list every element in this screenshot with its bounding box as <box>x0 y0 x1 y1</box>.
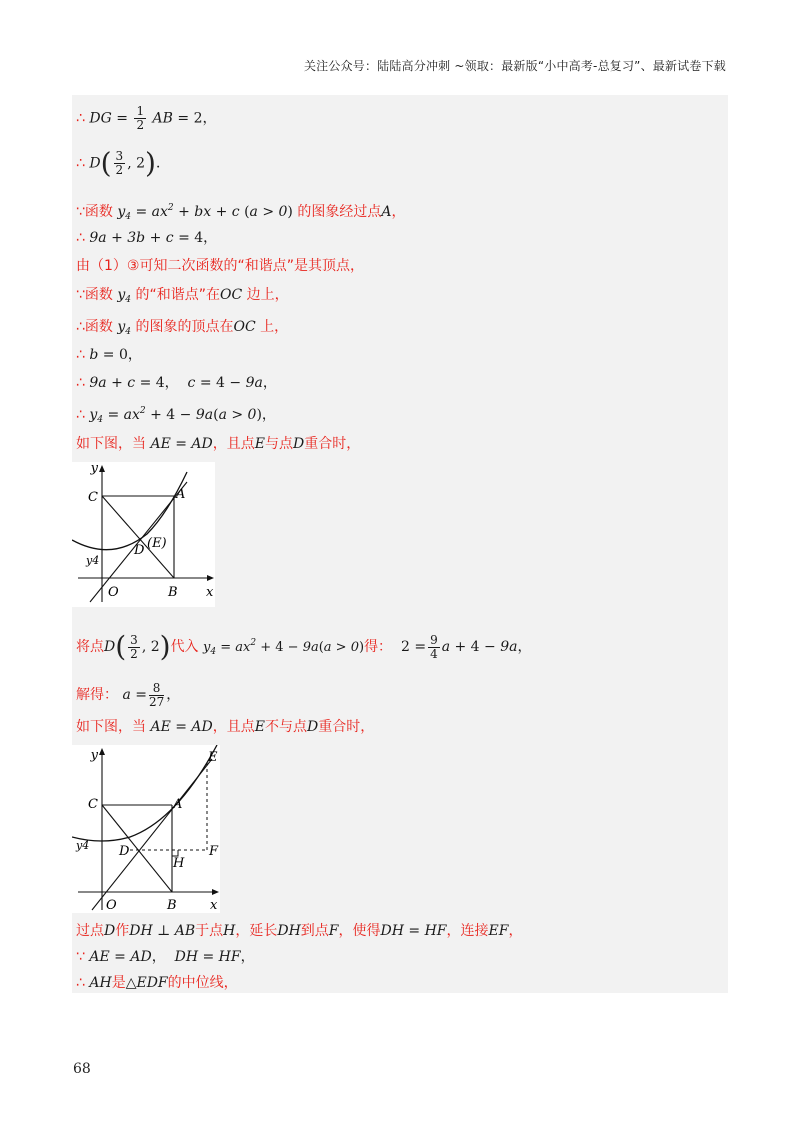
line-6: ∵函数 $y_4$ 的“和谐点”在OC 边上， <box>76 287 289 305</box>
fig1-y-label: y <box>90 462 98 476</box>
line-17: ∴ AH是△EDF的中位线， <box>76 975 238 991</box>
page-number: 68 <box>73 1061 91 1077</box>
fig1-D-label: D <box>134 543 145 558</box>
fig2-C-label: C <box>88 797 98 812</box>
line-4: ∴ 9a + 3b + c = 4， <box>76 230 218 246</box>
fig1-x-label: x <box>206 585 214 600</box>
fig2-E-label: E <box>208 750 218 765</box>
fig1-curve-label: y4 <box>86 554 100 567</box>
figure-1-graph <box>72 462 215 607</box>
line-2: ∴ D( $\frac{3}{2}$ , 2)． <box>76 146 170 180</box>
line-10: ∴ $y_4 = ax^2 + 4 - 9a(a > 0)$， <box>76 406 276 425</box>
line-3: ∵函数 $y_4 = ax^2$ + bx + c (a > 0) 的图象经过点A， <box>76 203 406 222</box>
fig2-H-label: H <box>173 856 185 871</box>
fig1-C-label: C <box>88 490 98 505</box>
page-header: 关注公众号：陆陆高分冲刺 ~领取：最新版“小中高考-总复习”、最新试卷下载 <box>303 59 726 73</box>
fig1-E-label: (E) <box>147 536 167 551</box>
figure-1 <box>72 462 215 607</box>
line-15: 过点D作DH ⊥ AB于点H，延长DH到点F，使得DH = HF，连接EF， <box>76 923 523 939</box>
fig2-D-label: D <box>119 844 130 859</box>
line-16: ∵ AE = AD， DH = HF， <box>76 949 255 965</box>
line-12: 将点D( $\frac{3}{2}$ , 2)代入 $y_4 = ax^2 + 4 - 9a(a > 0)$得： 2 = $\frac{9}{4}$ a + 4 − 9a， <box>76 630 532 663</box>
figure-2 <box>72 745 220 913</box>
line-13: 解得： a = $\frac{8}{27}$ ， <box>76 680 181 709</box>
fig1-A-label: A <box>176 487 186 502</box>
line-5: 由（1）③可知二次函数的“和谐点”是其顶点， <box>76 258 364 274</box>
line-7: ∴函数 $y_4$ 的图象的顶点在OC 上， <box>76 319 289 337</box>
solution-content <box>72 95 728 993</box>
fig2-B-label: B <box>167 898 177 913</box>
fig2-curve-label: y4 <box>76 839 90 852</box>
fig2-O-label: O <box>106 898 117 913</box>
line-11: 如下图，当 AE = AD，且点E与点D重合时， <box>76 436 361 452</box>
fig2-F-label: F <box>209 844 219 859</box>
fig1-O-label: O <box>108 585 119 600</box>
line-14: 如下图，当 AE = AD，且点E不与点D重合时， <box>76 719 375 735</box>
line-8: ∴ b = 0， <box>76 347 142 363</box>
fig2-y-label: y <box>90 748 98 763</box>
line-1: ∴ DG = $\frac{1}{2}$ AB = 2， <box>76 104 217 132</box>
fig2-x-label: x <box>210 898 218 913</box>
fig1-B-label: B <box>168 585 178 600</box>
line-9: ∴ 9a + c = 4， c = 4 − 9a， <box>76 375 277 391</box>
figure-2-graph <box>72 745 220 913</box>
fig2-A-label: A <box>173 797 183 812</box>
